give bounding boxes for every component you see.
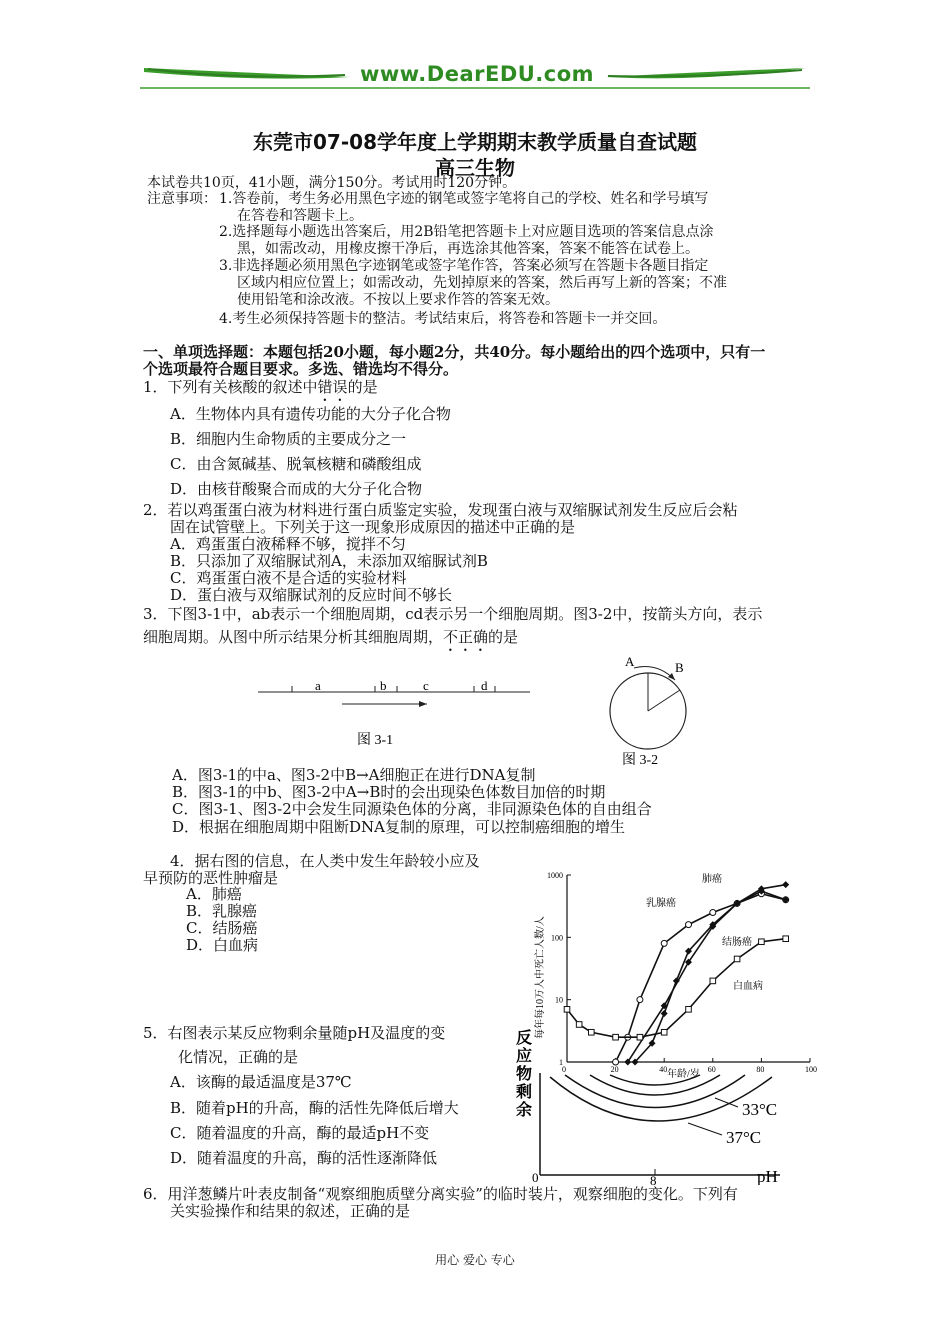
data-point	[734, 956, 740, 962]
enzyme-ph-figure	[510, 1025, 800, 1185]
q3-option-d: D．根据在细胞周期中阻断DNA复制的原理，可以控制癌细胞的增生	[172, 818, 626, 836]
figure-3-1	[255, 672, 535, 752]
q1-option-b: B．细胞内生命物质的主要成分之一	[170, 430, 407, 448]
label-d: d	[481, 678, 488, 693]
chart-y-label: 每年每10万人中死亡人数/人	[535, 916, 546, 1039]
q1-stem-post: 的是	[347, 378, 378, 396]
q3-stem-emphasis: 不正确	[443, 628, 489, 646]
figure-3-2	[595, 652, 705, 772]
chart-x-tick-label: 80	[756, 1065, 765, 1074]
data-point	[661, 940, 667, 946]
series-label-lung: 肺癌	[702, 874, 722, 885]
data-point	[637, 997, 643, 1003]
origin-label: 0	[532, 1170, 539, 1185]
radius-b	[648, 690, 680, 711]
q5-stem-2: 化情况，正确的是	[178, 1048, 299, 1066]
label-c: c	[423, 678, 429, 693]
q2-stem-1: 2．若以鸡蛋蛋白液为材料进行蛋白质鉴定实验，发现蛋白液与双缩脲试剂发生反应后会粘	[143, 501, 738, 519]
y-label-char: 应	[516, 1048, 533, 1065]
chart-x-tick-label: 100	[805, 1065, 817, 1074]
chart-x-tick-label: 0	[562, 1065, 566, 1074]
data-point	[686, 1007, 692, 1013]
chart-x-tick-label: 20	[610, 1065, 619, 1074]
q4-option-c: C．结肠癌	[186, 919, 258, 937]
q2-stem-2: 固在试管壁上。下列关于这一现象形成原因的描述中正确的是	[170, 518, 576, 536]
label-33c: 33°C	[742, 1100, 778, 1119]
q4-option-a: A．肺癌	[186, 885, 242, 903]
x-tick-label-8: 8	[650, 1173, 657, 1185]
y-label-char: 反	[516, 1030, 533, 1047]
figure-3-2-caption: 图 3-2	[622, 753, 659, 768]
q2-option-d: D．蛋白液与双缩脲试剂的反应时间不够长	[170, 586, 453, 604]
q4-option-d: D．白血病	[186, 936, 259, 954]
chart-y-tick-label: 1	[559, 1058, 563, 1067]
y-axis-label	[516, 1028, 536, 1119]
notes-label: 注意事项：	[147, 191, 217, 207]
chart-x-tick-label: 40	[659, 1065, 668, 1074]
label-b: b	[380, 678, 387, 693]
chart-y-tick-label: 1000	[547, 871, 563, 880]
q3-option-c: C．图3-1、图3-2中会发生同源染色体的分离，非同源染色体的自由组合	[172, 800, 652, 818]
data-point	[686, 922, 692, 928]
header-banner	[140, 60, 810, 94]
note-3a: 3.非选择题必须用黑色字迹钢笔或签字笔作答，答案必须写在答题卡各题目指定	[219, 258, 709, 274]
q2-option-c: C．鸡蛋蛋白液不是合适的实验材料	[170, 569, 407, 587]
q5-option-b: B．随着pH的升高，酶的活性先降低后增大	[170, 1099, 459, 1117]
note-3b: 区域内相应位置上；如需改动，先划掉原来的答案，然后再写上新的答案；不准	[237, 275, 727, 291]
pointer-33c	[715, 1098, 738, 1107]
note-1b: 在答卷和答题卡上。	[237, 208, 363, 224]
q5-option-a: A．该酶的最适温度是37℃	[170, 1073, 352, 1091]
figure-3-1-caption: 图 3-1	[357, 733, 394, 748]
q1-option-d: D．由核苷酸聚合而成的大分子化合物	[170, 480, 423, 498]
q1-stem-pre: 1．下列有关核酸的叙述中	[143, 378, 318, 396]
q3-stem-2	[143, 628, 518, 655]
exam-intro: 本试卷共10页，41小题，满分150分。考试用时120分钟。	[147, 175, 517, 191]
q5-stem-1: 5．右图表示某反应物剩余量随pH及温度的变	[143, 1024, 446, 1042]
pointer-37c	[688, 1123, 722, 1135]
data-point	[564, 1007, 570, 1013]
label-A: A	[625, 654, 635, 669]
label-a: a	[315, 678, 321, 693]
y-label-char: 物	[516, 1066, 533, 1083]
site-logo-text: www.DearEDU.com	[359, 62, 595, 86]
chart-y-tick-label: 10	[555, 995, 563, 1005]
q1-stem	[143, 378, 378, 405]
data-point	[783, 936, 789, 942]
note-1a: 1.答卷前，考生务必用黑色字迹的钢笔或签字笔将自己的学校、姓名和学号填写	[219, 191, 709, 207]
chart-x-label: 年龄/岁	[667, 1069, 700, 1080]
q3-stem-pre: 细胞周期。从图中所示结果分析其细胞周期，	[143, 628, 444, 646]
q4-stem-2: 早预防的恶性肿瘤是	[143, 869, 279, 887]
series-label-colon: 结肠癌	[722, 937, 752, 948]
y-label-char: 剩	[516, 1084, 533, 1101]
note-3c: 使用铅笔和涂改液。不按以上要求作答的答案无效。	[237, 292, 559, 308]
curve-inner	[610, 1075, 700, 1085]
q3-option-b: B．图3-1的中b、图3-2中A→B时的会出现染色体数目加倍的时期	[172, 783, 606, 801]
q6-stem-2: 关实验操作和结果的叙述，正确的是	[170, 1202, 411, 1220]
page-footer: 用心 爱心 专心	[435, 1253, 515, 1267]
note-2a: 2.选择题每小题选出答案后，用2B铅笔把答题卡上对应题目选项的答案信息点涂	[219, 224, 714, 240]
q2-option-a: A．鸡蛋蛋白液稀释不够，搅拌不匀	[170, 535, 406, 553]
data-point	[710, 910, 716, 916]
q4-stem-1: 4．据右图的信息，在人类中发生年龄较小应及	[170, 852, 480, 870]
chart-y-tick-label: 100	[551, 933, 563, 943]
label-37c: 37°C	[726, 1128, 762, 1147]
series-label-breast: 乳腺癌	[646, 898, 676, 909]
series-label-leukemia: 白血病	[733, 981, 763, 992]
data-point	[661, 1010, 668, 1017]
data-point	[782, 881, 789, 888]
q3-stem-1: 3．下图3-1中，ab表示一个细胞周期，cd表示另一个细胞周期。图3-2中，按箭头方向，表示	[143, 605, 763, 623]
q5-option-c: C．随着温度的升高，酶的最适pH不变	[170, 1124, 430, 1142]
exam-subject: 高三生物	[435, 156, 515, 180]
section-heading-1: 一、单项选择题：本题包括20小题，每小题2分，共40分。每小题给出的四个选项中，只有一	[143, 343, 766, 361]
curve-33c	[565, 1075, 745, 1108]
q2-option-b: B．只添加了双缩脲试剂A，未添加双缩脲试剂B	[170, 552, 488, 570]
data-point	[759, 939, 765, 945]
note-4: 4.考生必须保持答题卡的整洁。考试结束后，将答卷和答题卡一并交回。	[219, 311, 667, 327]
q5-option-d: D．随着温度的升高，酶的活性逐渐降低	[170, 1149, 438, 1167]
section-heading-2: 个选项最符合题目要求。多选、错选均不得分。	[143, 360, 459, 378]
q6-stem-1: 6．用洋葱鳞片叶表皮制备“观察细胞质壁分离实验”的临时装片，观察细胞的变化。下列有	[143, 1185, 738, 1203]
note-2b: 黑，如需改动，用橡皮擦干净后，再选涂其他答案，答案不能答在试卷上。	[237, 241, 699, 257]
q1-option-c: C．由含氮碱基、脱氧核糖和磷酸组成	[170, 455, 422, 473]
q4-option-b: B．乳腺癌	[186, 902, 258, 920]
direction-arrowhead	[419, 701, 427, 707]
q1-stem-emphasis: 错误	[317, 378, 348, 396]
q3-stem-post: 的是	[488, 628, 519, 646]
label-B: B	[675, 660, 684, 675]
exam-title: 东莞市07-08学年度上学期期末教学质量自查试题	[253, 130, 697, 154]
q3-option-a: A．图3-1的中a、图3-2中B→A细胞正在进行DNA复制	[172, 766, 536, 784]
y-label-char: 余	[516, 1102, 533, 1119]
x-axis-label: pH	[757, 1167, 778, 1185]
curve-outer	[550, 1077, 772, 1121]
chart-x-tick-label: 60	[707, 1065, 716, 1074]
data-point	[710, 978, 716, 984]
q1-option-a: A．生物体内具有遗传功能的大分子化合物	[170, 405, 451, 423]
